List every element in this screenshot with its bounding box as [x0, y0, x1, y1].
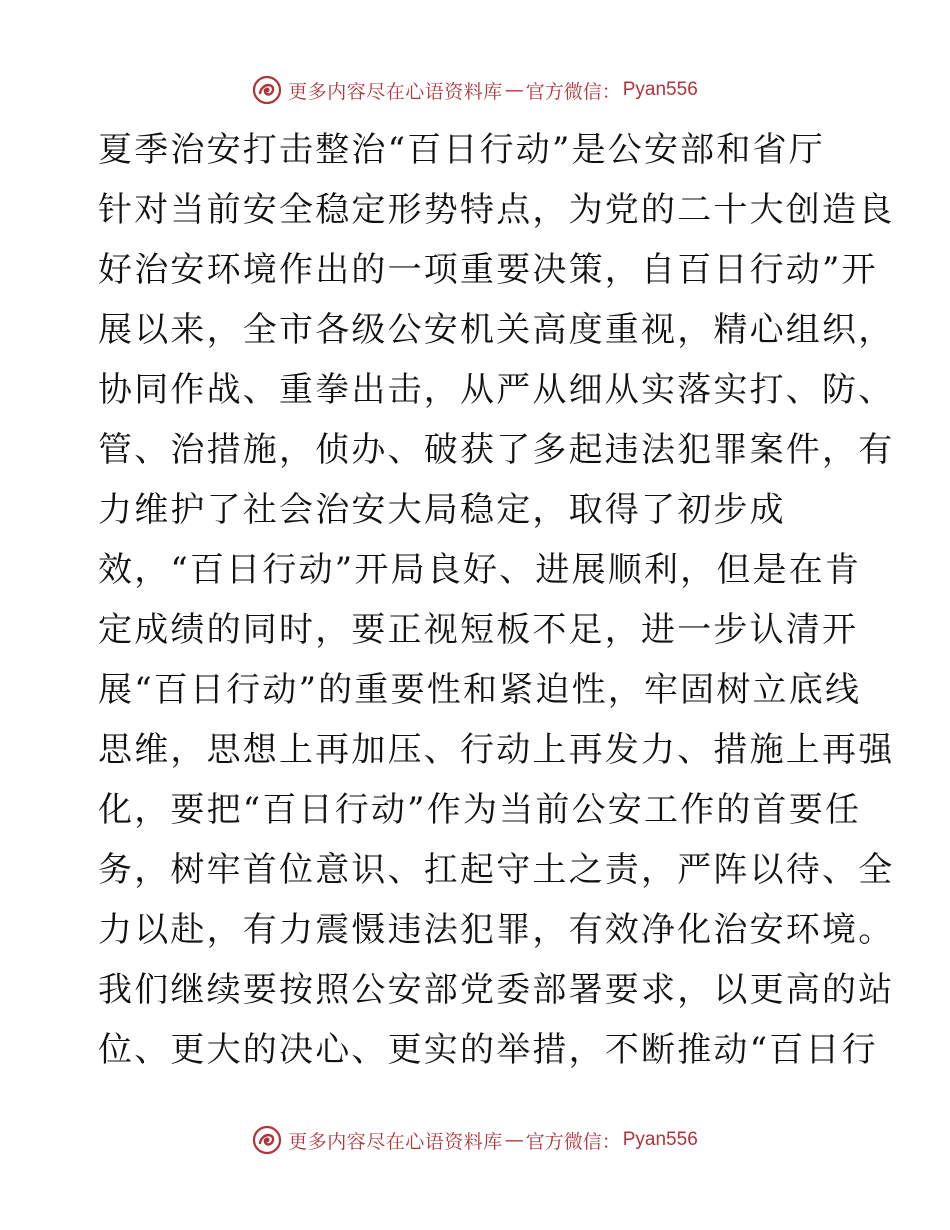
swirl-logo-icon	[252, 1125, 282, 1155]
text-line: 力以赴，有力震慑违法犯罪，有效净化治安环境。	[98, 910, 895, 950]
watermark-text: 更多内容尽在心语资料库	[288, 1130, 503, 1153]
text-line: 展以来，全市各级公安机关高度重视，精心组织，	[98, 310, 895, 350]
text-line: 协同作战、重拳出击，从严从细从实落实打、防、	[98, 370, 895, 410]
watermark-label: 官方微信：	[525, 80, 621, 103]
header-watermark	[0, 72, 950, 108]
watermark-account: Pyan556	[622, 79, 698, 100]
footer-watermark	[0, 1122, 950, 1158]
text-line: 定成绩的同时，要正视短板不足，进一步认清开	[98, 610, 859, 650]
text-line: 务，树牢首位意识、扛起守土之责，严阵以待、全	[98, 850, 895, 890]
text-line: 效，“百日行动”开局良好、进展顺利，但是在肯	[98, 550, 862, 590]
text-line: 展“百日行动”的重要性和紧迫性，牢固树立底线	[98, 670, 862, 710]
watermark-account: Pyan556	[622, 1129, 698, 1150]
text-line: 夏季治安打击整治“百日行动”是公安部和省厅	[98, 130, 825, 170]
text-line: 管、治措施，侦办、破获了多起违法犯罪案件，有	[98, 430, 895, 470]
watermark-label: 官方微信：	[525, 1130, 621, 1153]
text-line: 我们继续要按照公安部党委部署要求，以更高的站	[98, 970, 895, 1010]
text-line: 力维护了社会治安大局稳定，取得了初步成	[98, 490, 786, 530]
text-line: 好治安环境作出的一项重要决策，自百日行动”开	[98, 250, 878, 290]
text-line: 针对当前安全稳定形势特点，为党的二十大创造良	[98, 190, 895, 230]
text-line: 化，要把“百日行动”作为当前公安工作的首要任	[98, 790, 862, 830]
watermark-dash: —	[504, 79, 524, 101]
watermark-dash: —	[504, 1129, 524, 1151]
text-line: 位、更大的决心、更实的举措，不断推动“百日行	[98, 1030, 878, 1070]
document-body	[98, 120, 895, 1080]
swirl-logo-icon	[252, 75, 282, 105]
watermark-text: 更多内容尽在心语资料库	[288, 80, 503, 103]
text-line: 思维，思想上再加压、行动上再发力、措施上再强	[98, 730, 895, 770]
